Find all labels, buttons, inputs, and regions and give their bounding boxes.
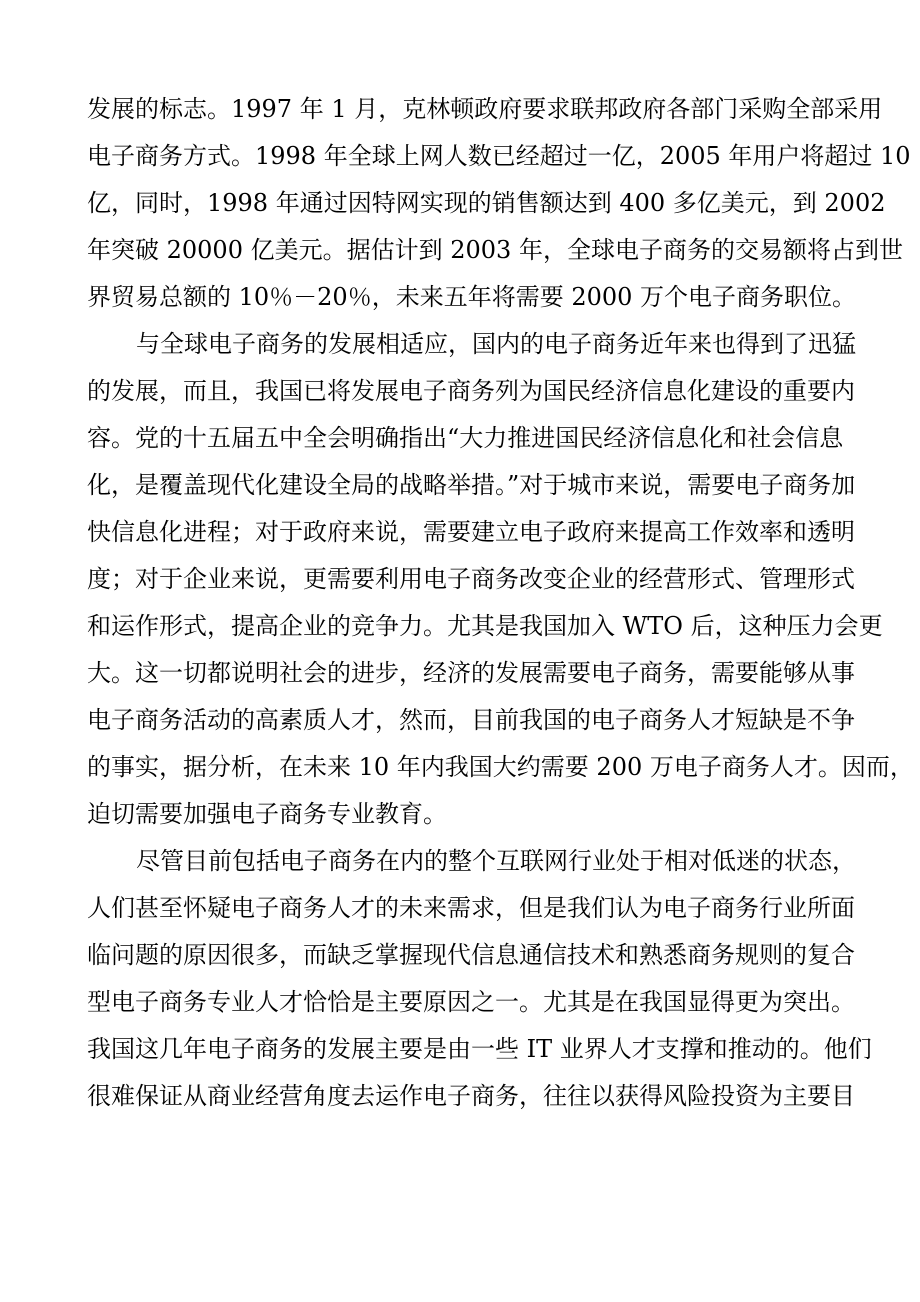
paragraph-2 [87,321,914,838]
text-line: 临问题的原因很多，而缺乏掌握现代信息通信技术和熟悉商务规则的复合 [87,941,855,969]
text-line: 的事实，据分析，在未来 10 年内我国大约需要 200 万电子商务人才。因而， [87,753,914,781]
text-line: 的发展，而且，我国已将发展电子商务列为国民经济信息化建设的重要内 [87,377,855,405]
text-line: 大。这一切都说明社会的进步，经济的发展需要电子商务，需要能够从事 [87,659,855,687]
text-line: 人们甚至怀疑电子商务人才的未来需求，但是我们认为电子商务行业所面 [87,894,855,922]
text-line: 度；对于企业来说，更需要利用电子商务改变企业的经营形式、管理形式 [87,565,855,593]
text-line: 尽管目前包括电子商务在内的整个互联网行业处于相对低迷的状态， [136,847,856,875]
text-line: 容。党的十五届五中全会明确指出“大力推进国民经济信息化和社会信息 [87,424,844,452]
text-line: 我国这几年电子商务的发展主要是由一些 IT 业界人才支撑和推动的。他们 [87,1035,872,1063]
paragraph-3 [87,838,872,1120]
text-line: 很难保证从商业经营角度去运作电子商务，往往以获得风险投资为主要目 [87,1082,855,1110]
text-line: 界贸易总额的 10％－20％，未来五年将需要 2000 万个电子商务职位。 [87,283,857,311]
text-line: 型电子商务专业人才恰恰是主要原因之一。尤其是在我国显得更为突出。 [87,988,855,1016]
text-line: 电子商务方式。1998 年全球上网人数已经超过一亿，2005 年用户将超过 10 [87,142,911,170]
text-line: 亿，同时，1998 年通过因特网实现的销售额达到 400 多亿美元，到 2002 [87,189,886,217]
text-line: 迫切需要加强电子商务专业教育。 [87,800,447,828]
text-line: 与全球电子商务的发展相适应，国内的电子商务近年来也得到了迅猛 [136,330,856,358]
text-line: 发展的标志。1997 年 1 月，克林顿政府要求联邦政府各部门采购全部采用 [87,95,883,123]
text-line: 电子商务活动的高素质人才，然而，目前我国的电子商务人才短缺是不争 [87,706,855,734]
text-line: 化，是覆盖现代化建设全局的战略举措。”对于城市来说，需要电子商务加 [87,471,856,499]
text-line: 和运作形式，提高企业的竞争力。尤其是我国加入 WTO 后，这种压力会更 [87,612,883,640]
text-line: 年突破 20000 亿美元。据估计到 2003 年，全球电子商务的交易额将占到世 [87,236,903,264]
paragraph-1 [87,86,911,321]
body-text [87,86,914,1120]
text-line: 快信息化进程；对于政府来说，需要建立电子政府来提高工作效率和透明 [87,518,855,546]
